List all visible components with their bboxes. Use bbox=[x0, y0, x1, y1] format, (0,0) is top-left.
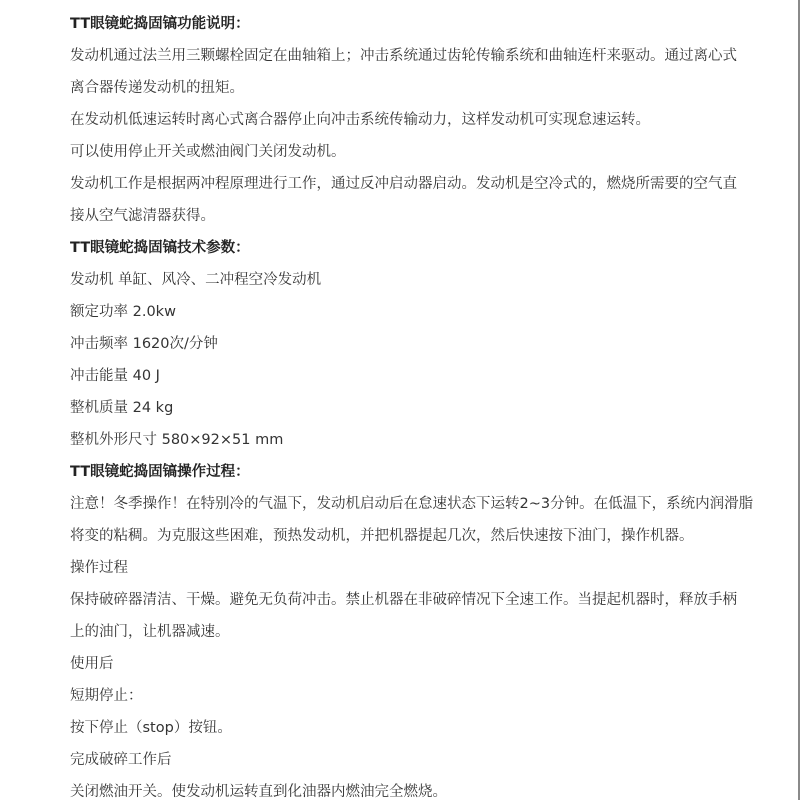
text-line: 完成破碎工作后 bbox=[70, 752, 172, 768]
section-heading: TT眼镜蛇捣固镐技术参数： bbox=[70, 240, 250, 256]
text-line: 发动机通过法兰用三颗螺栓固定在曲轴箱上；冲击系统通过齿轮传输系统和曲轴连杆来驱动。通过离心式 bbox=[70, 48, 737, 64]
text-line: 冲击频率 1620次/分钟 bbox=[70, 336, 218, 352]
text-line: 整机外形尺寸 580×92×51 mm bbox=[70, 432, 284, 448]
text-line: 离合器传递发动机的扭矩。 bbox=[70, 80, 244, 96]
text-line: 在发动机低速运转时离心式离合器停止向冲击系统传输动力，这样发动机可实现怠速运转。 bbox=[70, 112, 650, 128]
text-line: 上的油门，让机器减速。 bbox=[70, 624, 230, 640]
document-body bbox=[70, 8, 760, 808]
text-line: 发动机 单缸、风冷、二冲程空冷发动机 bbox=[70, 272, 322, 288]
text-line: 按下停止（stop）按钮。 bbox=[70, 720, 232, 736]
text-line: 使用后 bbox=[70, 656, 114, 672]
text-line: 可以使用停止开关或燃油阀门关闭发动机。 bbox=[70, 144, 346, 160]
section-heading: TT眼镜蛇捣固镐操作过程： bbox=[70, 464, 250, 480]
text-line: 关闭燃油开关。使发动机运转直到化油器内燃油完全燃烧。 bbox=[70, 784, 447, 800]
text-line: 额定功率 2.0kw bbox=[70, 304, 176, 320]
text-line: 将变的粘稠。为克服这些困难，预热发动机，并把机器提起几次，然后快速按下油门，操作机器。 bbox=[70, 528, 694, 544]
text-line: 操作过程 bbox=[70, 560, 128, 576]
text-line: 发动机工作是根据两冲程原理进行工作，通过反冲启动器启动。发动机是空冷式的，燃烧所需要的空气直 bbox=[70, 176, 737, 192]
section-heading: TT眼镜蛇捣固镐功能说明： bbox=[70, 16, 250, 32]
text-line: 保持破碎器清洁、干燥。避免无负荷冲击。禁止机器在非破碎情况下全速工作。当提起机器时，释放手柄 bbox=[70, 592, 737, 608]
text-line: 接从空气滤清器获得。 bbox=[70, 208, 215, 224]
text-line: 冲击能量 40 J bbox=[70, 368, 160, 384]
text-line: 注意！冬季操作！在特别冷的气温下，发动机启动后在怠速状态下运转2~3分钟。在低温下，系统内润滑脂 bbox=[70, 496, 754, 512]
text-line: 短期停止： bbox=[70, 688, 143, 704]
text-line: 整机质量 24 kg bbox=[70, 400, 174, 416]
